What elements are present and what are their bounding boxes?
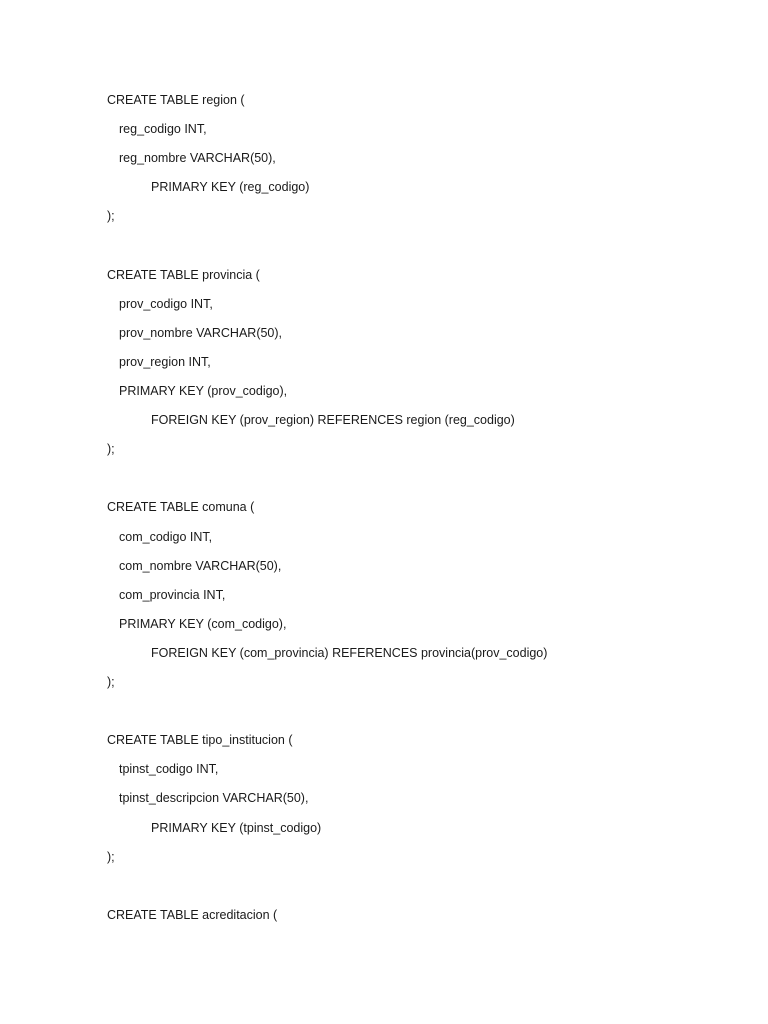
code-line: CREATE TABLE comuna ( (107, 500, 255, 515)
code-line: prov_nombre VARCHAR(50), (119, 325, 283, 340)
code-line: ); (107, 675, 115, 689)
code-line: PRIMARY KEY (com_codigo), (119, 616, 287, 631)
code-line: ); (107, 209, 115, 224)
code-line: FOREIGN KEY (com_provincia) REFERENCES provincia(prov_codigo) (151, 645, 548, 660)
code-line: tpinst_codigo INT, (119, 762, 219, 777)
code-line: com_provincia INT, (119, 587, 226, 602)
code-line: FOREIGN KEY (prov_region) REFERENCES region (reg_codigo) (151, 413, 515, 428)
code-line: CREATE TABLE region ( (107, 93, 245, 107)
code-line: CREATE TABLE tipo_institucion ( (107, 733, 293, 748)
code-line: CREATE TABLE acreditacion ( (107, 907, 278, 922)
code-line: PRIMARY KEY (reg_codigo) (151, 180, 310, 195)
code-line: ); (107, 849, 115, 864)
code-line: com_nombre VARCHAR(50), (119, 558, 282, 573)
code-line: PRIMARY KEY (prov_codigo), (119, 384, 288, 398)
code-line: ); (107, 442, 115, 457)
code-line: reg_codigo INT, (119, 122, 207, 137)
code-line: prov_region INT, (119, 354, 211, 369)
code-line: com_codigo INT, (119, 529, 213, 544)
code-line: tpinst_descripcion VARCHAR(50), (119, 791, 309, 806)
code-line: CREATE TABLE provincia ( (107, 267, 260, 282)
code-line: PRIMARY KEY (tpinst_codigo) (151, 820, 322, 835)
code-line: reg_nombre VARCHAR(50), (119, 151, 276, 166)
code-line: prov_codigo INT, (119, 296, 213, 311)
